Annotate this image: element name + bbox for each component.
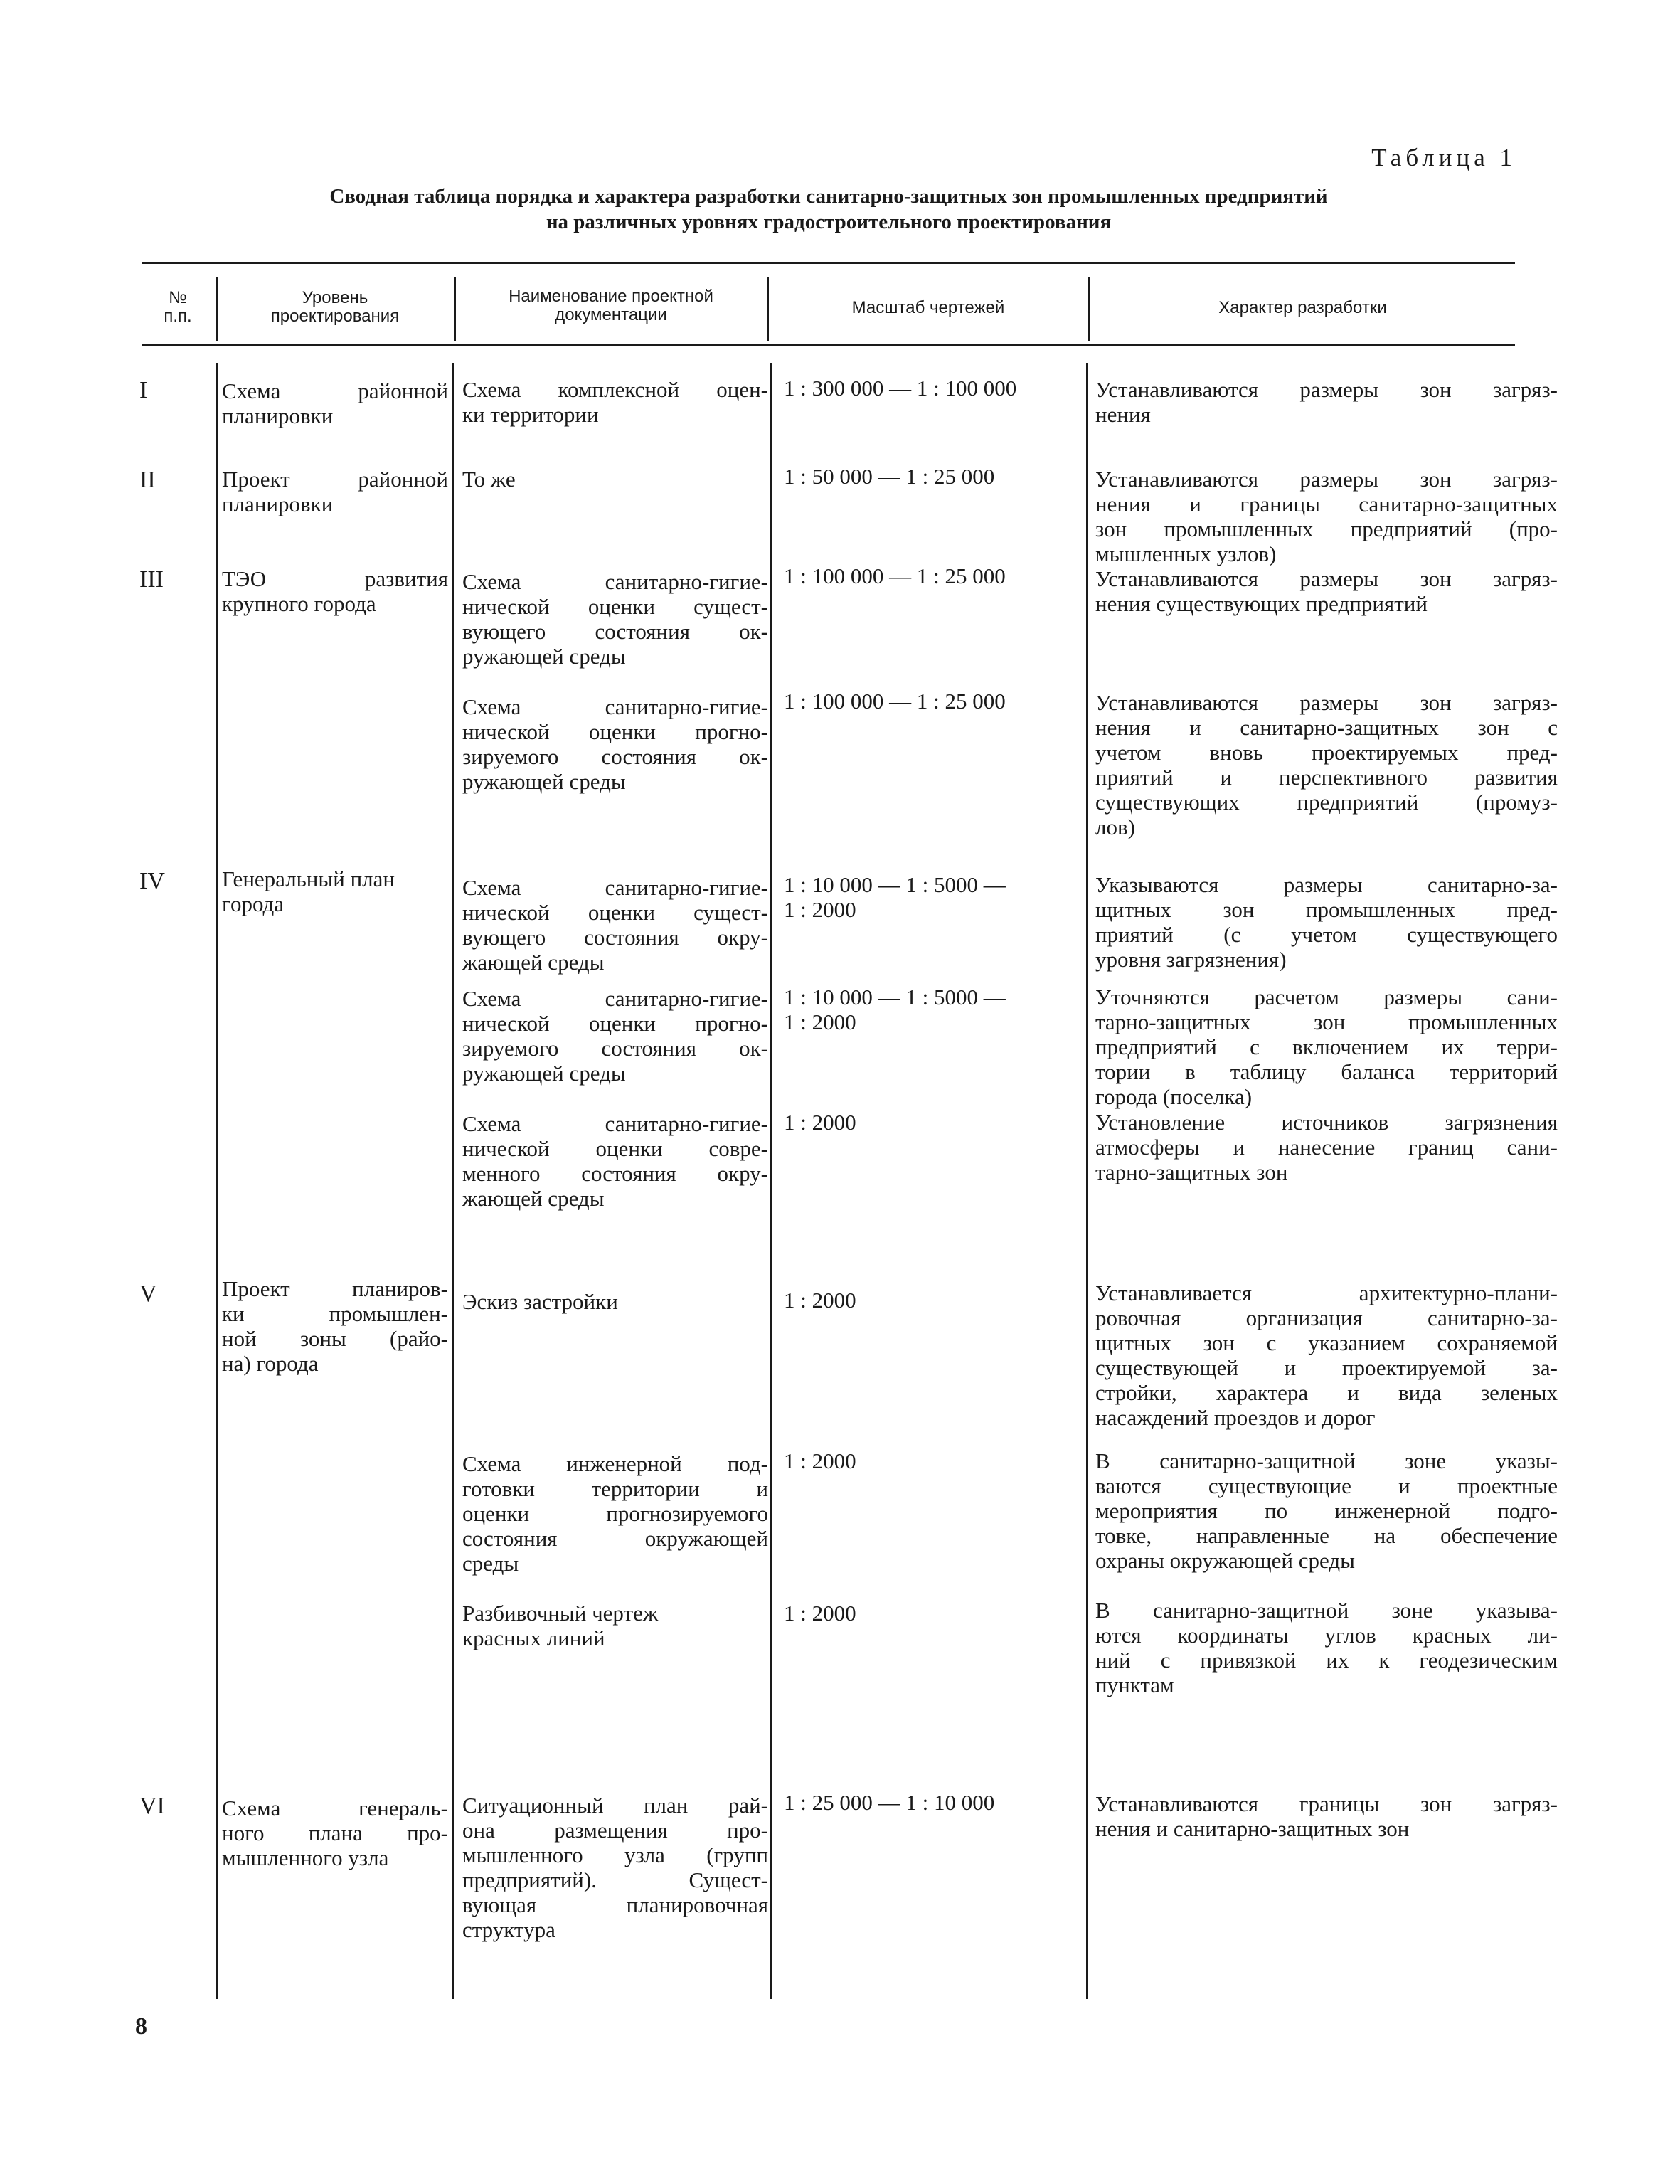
- header-level: [218, 289, 452, 326]
- doc-line: Схема инженерной под-: [462, 1451, 768, 1476]
- doc-line: вующая планировочная: [462, 1892, 768, 1917]
- header-doc: [456, 287, 766, 324]
- doc-cell: [462, 1111, 768, 1211]
- character-line: нения и санитарно-защитных зон с: [1095, 715, 1558, 740]
- character-cell: [1095, 377, 1558, 427]
- level-cell: [222, 378, 448, 428]
- header-line: Масштаб чертежей: [851, 298, 1005, 317]
- level-line: города: [222, 891, 285, 916]
- header-line: Характер разработки: [1218, 298, 1387, 317]
- title-line: Сводная таблица порядка и характера разработки санитарно-защитных зон промышленных предприятий: [329, 185, 1328, 208]
- doc-line: среды: [462, 1551, 519, 1576]
- doc-line: Схема санитарно-гигие-: [462, 986, 768, 1011]
- doc-line: мышленного узла (групп: [462, 1843, 768, 1867]
- scale-cell: [784, 563, 1083, 588]
- level-cell: [222, 1276, 448, 1376]
- character-cell: [1095, 872, 1558, 972]
- doc-cell: [462, 569, 768, 669]
- header-character: [1090, 299, 1515, 317]
- header-scale: [769, 299, 1088, 317]
- table-title: [142, 184, 1515, 235]
- character-line: Устанавливаются границы зон загряз-: [1095, 1791, 1558, 1816]
- doc-line: красных линий: [462, 1626, 605, 1650]
- character-line: нения и границы санитарно-защитных: [1095, 492, 1558, 516]
- character-line: тарно-защитных зон: [1095, 1160, 1288, 1184]
- scale-line: 1 : 10 000 — 1 : 5000 —: [784, 872, 1006, 897]
- character-line: тории в таблицу баланса территорий: [1095, 1059, 1558, 1084]
- doc-cell: [462, 875, 768, 975]
- doc-line: Эскиз застройки: [462, 1289, 618, 1314]
- scale-cell: [784, 872, 1083, 922]
- character-line: Устанавливается архитектурно-плани-: [1095, 1281, 1558, 1305]
- character-cell: [1095, 1110, 1558, 1184]
- doc-cell: [462, 377, 768, 427]
- doc-line: Разбивочный чертеж: [462, 1601, 659, 1626]
- character-line: насаждений проездов и дорог: [1095, 1405, 1376, 1430]
- character-line: Уточняются расчетом размеры сани-: [1095, 985, 1558, 1009]
- scale-cell: [784, 1288, 1083, 1313]
- scale-line: 1 : 300 000 — 1 : 100 000: [784, 376, 1017, 401]
- character-line: мышленных узлов): [1095, 541, 1277, 566]
- level-line: планировки: [222, 403, 334, 428]
- scale-line: 1 : 25 000 — 1 : 10 000: [784, 1790, 995, 1815]
- doc-line: ружающей среды: [462, 769, 626, 794]
- level-line: Проект районной: [222, 467, 448, 492]
- doc-line: жающей среды: [462, 950, 605, 975]
- scale-cell: [784, 464, 1083, 489]
- character-line: существующих предприятий (промуз-: [1095, 790, 1558, 815]
- character-line: нения и санитарно-защитных зон: [1095, 1816, 1410, 1841]
- level-line: ТЭО развития: [222, 566, 448, 591]
- character-line: ются координаты углов красных ли-: [1095, 1623, 1558, 1648]
- character-line: ний с привязкой их к геодезическим: [1095, 1648, 1558, 1673]
- scale-line: 1 : 100 000 — 1 : 25 000: [784, 689, 1006, 714]
- row-number: I: [139, 377, 148, 403]
- scale-line: 1 : 2000: [784, 1009, 856, 1034]
- doc-line: предприятий). Сущест-: [462, 1867, 768, 1892]
- scale-cell: [784, 1790, 1083, 1815]
- body-divider-4: [1086, 363, 1088, 1999]
- level-line: крупного города: [222, 591, 376, 616]
- row-number: IV: [139, 868, 165, 894]
- character-cell: [1095, 690, 1558, 839]
- character-line: Установление источников загрязнения: [1095, 1110, 1558, 1135]
- character-cell: [1095, 1281, 1558, 1430]
- doc-line: оценки прогнозируемого: [462, 1501, 768, 1526]
- level-cell: [222, 1796, 448, 1870]
- character-line: лов): [1095, 815, 1135, 839]
- scale-cell: [784, 985, 1083, 1034]
- scale-line: 1 : 2000: [784, 1601, 856, 1626]
- level-cell: [222, 866, 448, 916]
- character-line: нения: [1095, 402, 1151, 427]
- character-line: ваются существующие и проектные: [1095, 1473, 1558, 1498]
- character-line: Устанавливаются размеры зон загряз-: [1095, 690, 1558, 715]
- header-line: п.п.: [164, 307, 192, 326]
- character-line: мероприятия по инженерной подго-: [1095, 1498, 1558, 1523]
- character-line: пунктам: [1095, 1673, 1174, 1697]
- scale-line: 1 : 10 000 — 1 : 5000 —: [784, 985, 1006, 1009]
- character-line: существующей и проектируемой за-: [1095, 1355, 1558, 1380]
- character-line: стройки, характера и вида зеленых: [1095, 1380, 1558, 1405]
- doc-line: нической оценки сущест-: [462, 900, 768, 925]
- character-cell: [1095, 467, 1558, 566]
- level-line: Схема генераль-: [222, 1796, 448, 1820]
- level-line: на) города: [222, 1351, 319, 1376]
- doc-cell: [462, 1793, 768, 1942]
- character-cell: [1095, 985, 1558, 1109]
- character-line: Указываются размеры санитарно-за-: [1095, 872, 1558, 897]
- header-line: Наименование проектной: [509, 287, 713, 306]
- table-label: Таблица 1: [1371, 144, 1516, 171]
- character-line: атмосферы и нанесение границ сани-: [1095, 1135, 1558, 1160]
- character-line: ровочная организация санитарно-за-: [1095, 1305, 1558, 1330]
- scale-line: 1 : 2000: [784, 1288, 856, 1313]
- character-line: В санитарно-защитной зоне указы-: [1095, 1448, 1558, 1473]
- character-line: приятий и перспективного развития: [1095, 765, 1558, 790]
- doc-cell: [462, 1451, 768, 1576]
- page-number: 8: [135, 2013, 147, 2040]
- character-line: щитных зон промышленных пред-: [1095, 897, 1558, 922]
- doc-line: зируемого состояния ок-: [462, 1036, 768, 1061]
- level-line: Схема районной: [222, 378, 448, 403]
- doc-line: Схема комплексной оцен-: [462, 377, 768, 402]
- character-line: нения существующих предприятий: [1095, 591, 1428, 616]
- level-cell: [222, 467, 448, 516]
- doc-line: структура: [462, 1917, 555, 1942]
- doc-cell: [462, 1289, 768, 1314]
- doc-line: нической оценки прогно-: [462, 719, 768, 744]
- scale-line: 1 : 2000: [784, 1110, 856, 1135]
- doc-line: готовки территории и: [462, 1476, 768, 1501]
- character-line: учетом вновь проектируемых пред-: [1095, 740, 1558, 765]
- table-top-rule: [142, 262, 1515, 264]
- scale-line: 1 : 2000: [784, 1448, 856, 1473]
- header-line: №: [169, 288, 187, 307]
- level-line: ной зоны (райо-: [222, 1326, 448, 1351]
- doc-line: нической оценки прогно-: [462, 1011, 768, 1036]
- body-divider-1: [216, 363, 218, 1999]
- doc-line: она размещения про-: [462, 1818, 768, 1843]
- doc-line: нической оценки сущест-: [462, 594, 768, 619]
- character-line: тарно-защитных зон промышленных: [1095, 1009, 1558, 1034]
- level-line: Генеральный план: [222, 866, 395, 891]
- header-bottom-rule: [142, 344, 1515, 346]
- doc-line: Схема санитарно-гигие-: [462, 875, 768, 900]
- row-number: VI: [139, 1793, 165, 1819]
- character-line: В санитарно-защитной зоне указыва-: [1095, 1598, 1558, 1623]
- body-divider-3: [770, 363, 772, 1999]
- doc-line: Ситуационный план рай-: [462, 1793, 768, 1818]
- character-cell: [1095, 1598, 1558, 1697]
- header-num: [142, 289, 213, 326]
- character-line: зон промышленных предприятий (про-: [1095, 516, 1558, 541]
- doc-line: зируемого состояния ок-: [462, 744, 768, 769]
- doc-line: ки территории: [462, 402, 599, 427]
- doc-cell: [462, 1601, 768, 1650]
- character-line: Устанавливаются размеры зон загряз-: [1095, 467, 1558, 492]
- row-number: V: [139, 1281, 157, 1307]
- character-line: предприятий с включением их терри-: [1095, 1034, 1558, 1059]
- doc-line: Схема санитарно-гигие-: [462, 694, 768, 719]
- row-number: II: [139, 467, 156, 493]
- scale-cell: [784, 1110, 1083, 1135]
- character-line: города (поселка): [1095, 1084, 1253, 1109]
- header-line: проектирования: [270, 307, 400, 326]
- scale-line: 1 : 2000: [784, 897, 856, 922]
- doc-cell: [462, 694, 768, 794]
- character-line: приятий (с учетом существующего: [1095, 922, 1558, 947]
- scale-cell: [784, 1601, 1083, 1626]
- character-line: щитных зон с указанием сохраняемой: [1095, 1330, 1558, 1355]
- doc-line: вующего состояния ок-: [462, 619, 768, 644]
- character-cell: [1095, 1448, 1558, 1573]
- scale-cell: [784, 689, 1083, 714]
- character-line: охраны окружающей среды: [1095, 1548, 1355, 1573]
- doc-line: нической оценки совре-: [462, 1136, 768, 1161]
- doc-line: вующего состояния окру-: [462, 925, 768, 950]
- doc-line: То же: [462, 467, 516, 492]
- character-cell: [1095, 1791, 1558, 1841]
- character-cell: [1095, 566, 1558, 616]
- level-line: планировки: [222, 492, 334, 516]
- doc-line: Схема санитарно-гигие-: [462, 569, 768, 594]
- scale-line: 1 : 50 000 — 1 : 25 000: [784, 464, 995, 489]
- scale-cell: [784, 1448, 1083, 1473]
- scale-line: 1 : 100 000 — 1 : 25 000: [784, 563, 1006, 588]
- character-line: Устанавливаются размеры зон загряз-: [1095, 377, 1558, 402]
- level-line: ки промышлен-: [222, 1301, 448, 1326]
- doc-line: состояния окружающей: [462, 1526, 768, 1551]
- doc-line: ружающей среды: [462, 1061, 626, 1086]
- doc-line: ружающей среды: [462, 644, 626, 669]
- title-line: на различных уровнях градостроительного проектирования: [546, 211, 1112, 233]
- character-line: Устанавливаются размеры зон загряз-: [1095, 566, 1558, 591]
- scale-cell: [784, 376, 1083, 401]
- body-divider-2: [452, 363, 454, 1999]
- doc-cell: [462, 986, 768, 1086]
- character-line: уровня загрязнения): [1095, 947, 1287, 972]
- level-line: мышленного узла: [222, 1845, 389, 1870]
- doc-line: Схема санитарно-гигие-: [462, 1111, 768, 1136]
- doc-cell: [462, 467, 768, 492]
- level-cell: [222, 566, 448, 616]
- doc-line: менного состояния окру-: [462, 1161, 768, 1186]
- header-line: документации: [555, 305, 667, 324]
- doc-line: жающей среды: [462, 1186, 605, 1211]
- level-line: ного плана про-: [222, 1820, 448, 1845]
- header-line: Уровень: [302, 288, 368, 307]
- row-number: III: [139, 566, 164, 593]
- level-line: Проект планиров-: [222, 1276, 448, 1301]
- character-line: товке, направленные на обеспечение: [1095, 1523, 1558, 1548]
